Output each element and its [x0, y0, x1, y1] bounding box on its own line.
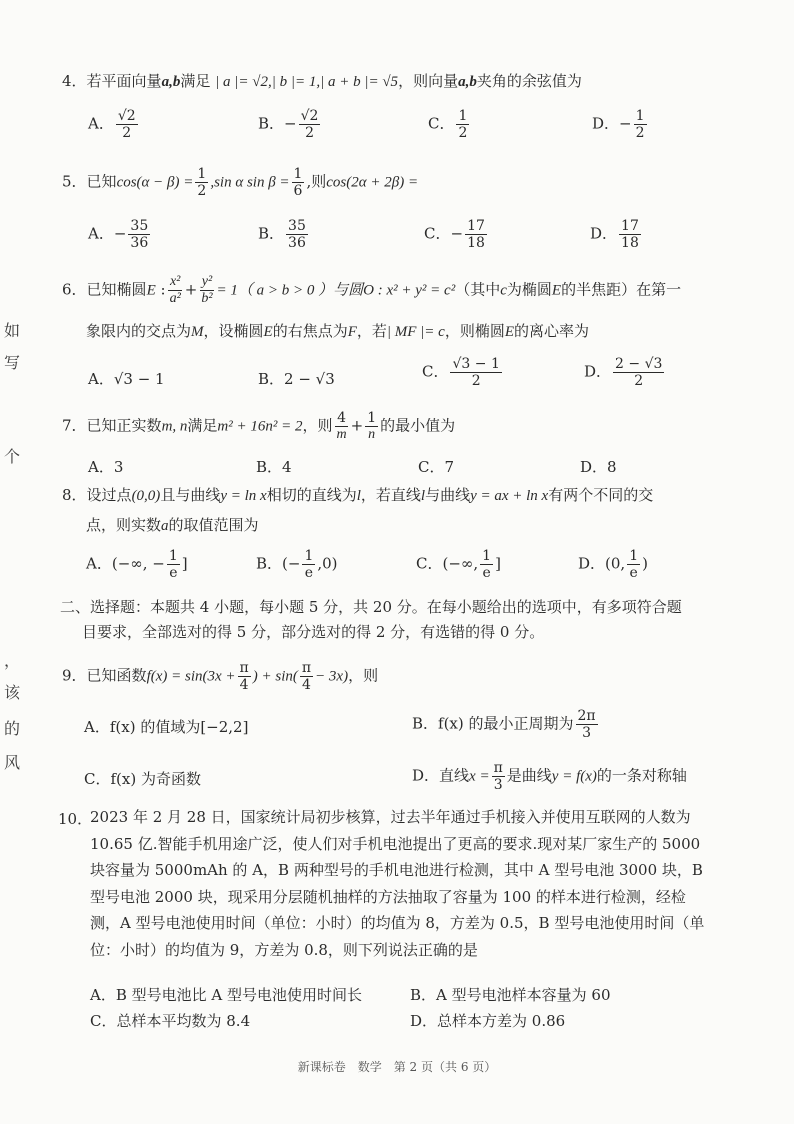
q5-option-d: D． $\frac{17}{18}$ [590, 218, 639, 252]
question-9-stem: 9．已知函数f(x) = sin(3x + $\frac{\pi}{4}$ ) + sin( $\frac{\pi}{4}$ − 3x)，则 [62, 660, 379, 694]
question-4-stem: 4．若平面向量a,b满足 | a |= √2,| b |= 1,| a + b |= √5，则向量a,b夹角的余弦值为 [62, 72, 582, 90]
q8-option-c: C．(−∞, $\frac{1}{e}$ ] [416, 548, 501, 582]
question-8-stem-line1: 8．设过点(0,0)且与曲线y = ln x相切的直线为l，若直线l与曲线y = ax + ln x有两个不同的交 [62, 486, 654, 504]
margin-char: 风 [4, 753, 21, 772]
q4-option-c: C． $\frac{1}{2}$ [428, 108, 468, 142]
question-10-stem [90, 804, 730, 963]
q10-line: 型号电池 2000 块，现采用分层随机抽样的方法抽取了容量为 100 的样本进行检测，经检 [90, 887, 686, 906]
q10-option-b: B．A 型号电池样本容量为 60 [410, 986, 611, 1004]
q4-option-d: D．− $\frac{1}{2}$ [592, 108, 645, 142]
q6-option-d: D． $\frac{2 - √3}{2}$ [584, 356, 663, 390]
question-6-stem-line1: 6．已知椭圆E : $\frac{\text{x²}}{\text{a²}}$ + $\frac{\text{y²}}{\text{b²}}$ = 1（ a > b > 0 ）与圆O : x² + y² = c²（其中c为椭圆E的半焦距）在第一 [62, 274, 682, 307]
q7-option-c: C．7 [418, 458, 455, 476]
q7-option-d: D．8 [580, 458, 617, 476]
margin-char: 写 [4, 353, 21, 372]
margin-char: ， [4, 651, 21, 670]
q9-option-d: D．直线x = $\frac{\pi}{3}$ 是曲线y = f(x)的一条对称轴 [412, 760, 687, 794]
q4-option-b: B．− $\frac{√2}{2}$ [258, 108, 319, 142]
q9-option-b: B．f(x) 的最小正周期为 $\frac{2\pi}{3}$ [412, 708, 596, 742]
q9-option-c: C．f(x) 为奇函数 [84, 770, 201, 788]
q8-option-b: B．(− $\frac{1}{e}$ ,0) [256, 548, 338, 582]
q6-option-b: B．2 − √3 [258, 370, 335, 388]
q5-option-b: B． $\frac{35}{36}$ [258, 218, 306, 252]
q10-option-c: C．总样本平均数为 8.4 [90, 1012, 251, 1030]
question-7-stem: 7．已知正实数m, n满足m² + 16n² = 2，则 $\frac{4}{m}$ + $\frac{1}{n}$ 的最小值为 [62, 410, 456, 443]
question-5-stem: 5．已知cos(α − β) = $\frac{1}{2}$ ,sin α sin β = $\frac{1}{6}$ ,则cos(2α + 2β) = [62, 166, 419, 200]
margin-char: 如 [4, 321, 21, 340]
q6-option-a: A．√3 − 1 [88, 370, 165, 388]
q10-option-d: D．总样本方差为 0.86 [410, 1012, 566, 1030]
margin-char: 的 [4, 719, 21, 738]
q9-option-a: A．f(x) 的值域为[−2,2] [84, 718, 249, 736]
margin-char: 个 [4, 447, 21, 466]
q10-line: 10.65 亿.智能手机用途广泛，使人们对手机电池提出了更高的要求.现对某厂家生产的 5000 [90, 834, 701, 853]
q6-option-c: C． $\frac{√3 - 1}{2}$ [422, 356, 500, 390]
question-10-number: 10． [58, 810, 93, 828]
q10-line: 块容量为 5000mAh 的 A，B 两种型号的手机电池进行检测，其中 A 型号电池 3000 块，B [90, 861, 703, 879]
q5-option-a: A．− $\frac{35}{36}$ [88, 218, 149, 252]
q7-option-b: B．4 [256, 458, 292, 476]
section-2-line1: 二、选择题：本题共 4 小题，每小题 5 分，共 20 分。在每小题给出的选项中，有多项符合题 [60, 598, 682, 616]
q10-option-a: A．B 型号电池比 A 型号电池使用时间长 [90, 986, 363, 1004]
section-2-instructions [60, 595, 682, 645]
question-8-stem-line2: 点，则实数a的取值范围为 [86, 516, 259, 534]
q10-line: 2023 年 2 月 28 日，国家统计局初步核算，过去半年通过手机接入并使用互联网的人数为 [90, 808, 691, 826]
q10-line: 测，A 型号电池使用时间（单位：小时）的均值为 8，方差为 0.5，B 型号电池使用时间（单 [90, 914, 705, 932]
q8-option-a: A．(−∞, − $\frac{1}{e}$ ] [86, 548, 188, 582]
q10-line: 位：小时）的均值为 9，方差为 0.8，则下列说法正确的是 [90, 940, 478, 959]
page-footer: 新课标卷 数学 第 2 页（共 6 页） [297, 1060, 497, 1074]
q5-option-c: C．− $\frac{17}{18}$ [424, 218, 485, 252]
question-6-stem-line2: 象限内的交点为M，设椭圆E的右焦点为F，若| MF |= c，则椭圆E的离心率为 [86, 322, 590, 340]
q8-option-d: D．(0, $\frac{1}{e}$ ) [578, 548, 648, 582]
margin-char: 该 [4, 683, 21, 702]
q4-option-a: A． $\frac{√2}{2}$ [88, 108, 136, 142]
section-2-line2: 目要求，全部选对的得 5 分，部分选对的得 2 分，有选错的得 0 分。 [82, 623, 545, 641]
q7-option-a: A．3 [88, 458, 124, 476]
